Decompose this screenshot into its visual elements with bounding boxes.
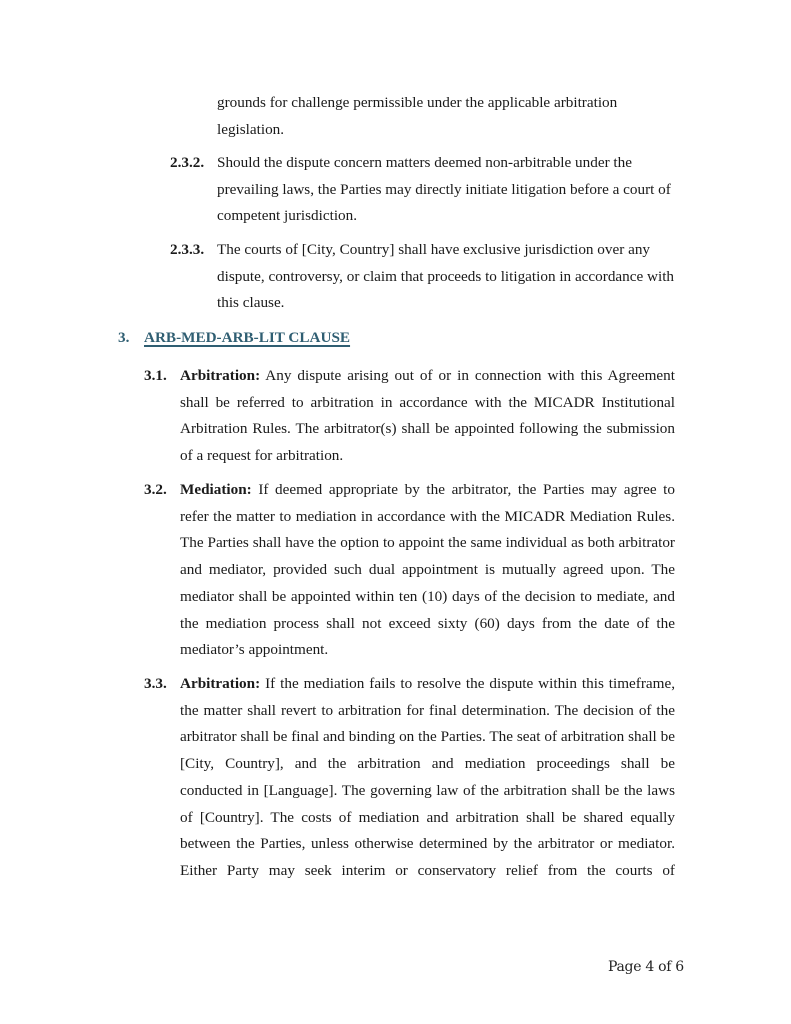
clause-number-2-3-2: 2.3.2. xyxy=(170,154,205,171)
clause-number-2-3-3: 2.3.3. xyxy=(170,241,205,258)
clause-2-3-2-text: Should the dispute concern matters deemed non-arbitrable under the prevailing laws, the Parties may directly initiate litigation before a court of competent jurisdiction. xyxy=(217,154,671,225)
clause-3-3-text xyxy=(180,671,675,885)
section-title: ARB-MED-ARB-LIT CLAUSE xyxy=(144,329,351,346)
section-number: 3. xyxy=(118,329,130,346)
clause-3-1-label: Arbitration: xyxy=(180,367,261,384)
clause-3-1-body: Any dispute arising out of or in connection with this Agreement shall be referred to arbitration in accordance with the MICADR Institutional Arbitration Rules. The arbitrator(s) shall be appointed following the submission of a request for arbitration. xyxy=(180,367,675,465)
clause-3-3-label: Arbitration: xyxy=(180,675,261,692)
continuation-paragraph: grounds for challenge permissible under the applicable arbitration legislation. xyxy=(217,94,618,138)
clause-number-3-1: 3.1. xyxy=(144,367,167,384)
clause-number-3-2: 3.2. xyxy=(144,481,167,498)
clause-3-1-text xyxy=(180,363,675,470)
section-heading xyxy=(118,328,350,348)
clause-2-3-3-text: The courts of [City, Country] shall have exclusive jurisdiction over any dispute, controversy, or claim that proceeds to litigation in accordance with this clause. xyxy=(217,241,675,312)
page-number: Page 4 of 6 xyxy=(608,959,684,975)
clause-3-2-body: If deemed appropriate by the arbitrator, the Parties may agree to refer the matter to mediation in accordance with the MICADR Mediation Rules. The Parties shall have the option to appoint the same individual as both arbitrator and mediator, provided such dual appointment is mutually agreed upon. The mediator shall be appointed within ten (10) days of the decision to mediate, and the mediation process shall not exceed sixty (60) days from the date of the mediator’s appointment. xyxy=(180,481,675,659)
clause-3-3-body: If the mediation fails to resolve the dispute within this timeframe, the matter shall revert to arbitration for final determination. The decision of the arbitrator shall be final and binding on the Parties. The seat of arbitration shall be [City, Country], and the arbitration and mediation proceedings shall be conducted in [Language]. The governing law of the arbitration shall be the laws of [Country]. The costs of mediation and arbitration shall be shared equally between the Parties, unless otherwise determined by the arbitrator or mediator. Either Party may seek interim or conservatory relief from the courts of xyxy=(180,675,675,879)
clause-3-2-label: Mediation: xyxy=(180,481,252,498)
clause-number-3-3: 3.3. xyxy=(144,675,167,692)
clause-3-2-text xyxy=(180,477,675,664)
